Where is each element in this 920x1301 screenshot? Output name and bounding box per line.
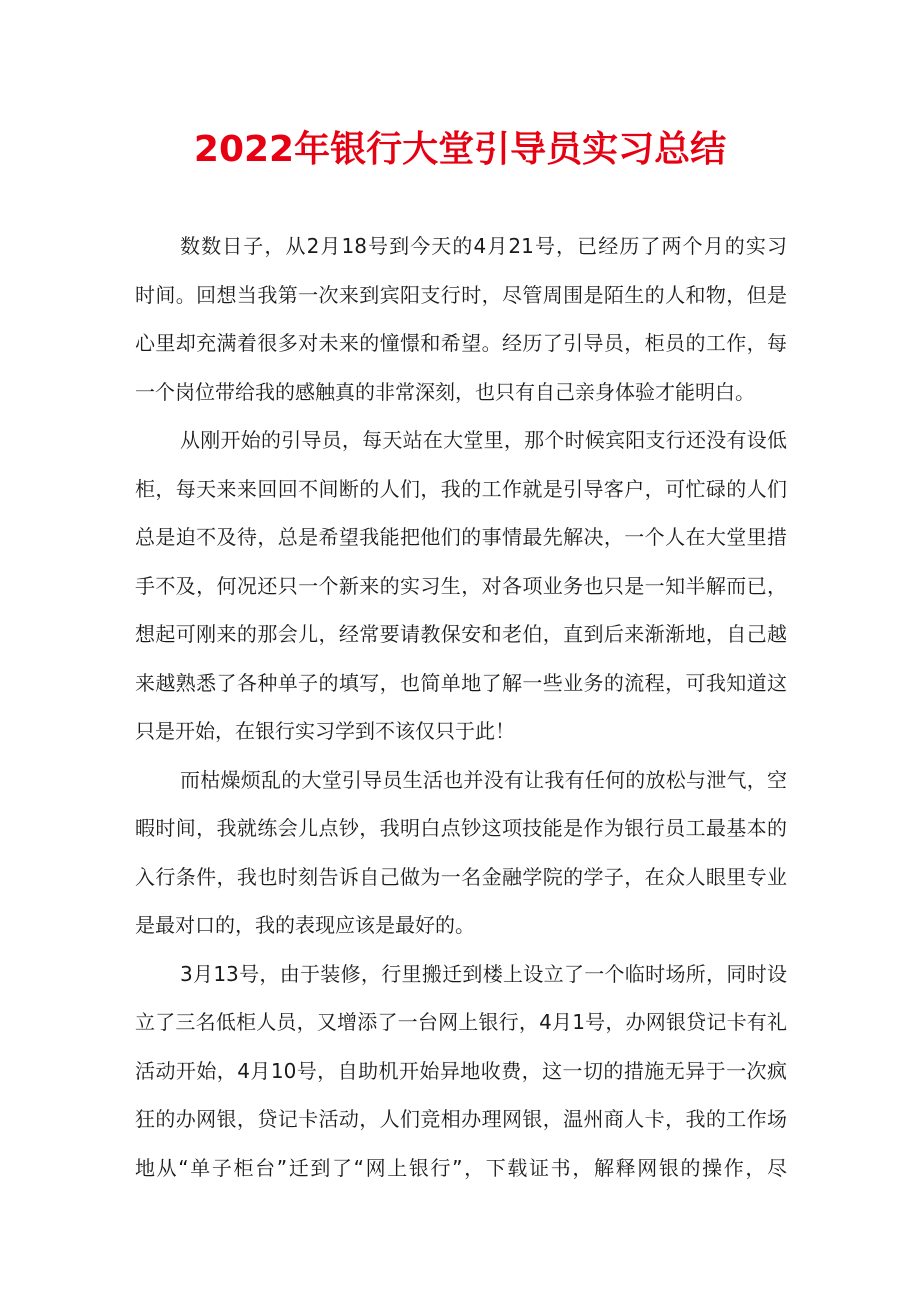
paragraph-line: 3月13号，由于装修，行里搬迁到楼上设立了一个临时场所，同时设 <box>180 961 787 986</box>
paragraph-3 <box>135 756 787 950</box>
paragraph-line: 地从“单子柜台”迁到了“网上银行”，下载证书，解释网银的操作，尽 <box>135 1155 787 1180</box>
document-title: 2022年银行大堂引导员实习总结 <box>193 129 727 170</box>
paragraph-line: 入行条件，我也时刻告诉自己做为一名金融学院的学子，在众人眼里专业 <box>135 864 787 889</box>
paragraph-line: 是最对口的，我的表现应该是最好的。 <box>135 913 475 937</box>
paragraph-line: 数数日子，从2月18号到今天的4月21号，已经历了两个月的实习 <box>180 234 787 258</box>
paragraph-line: 活动开始，4月10号，自助机开始异地收费，这一切的措施无异于一次疯 <box>135 1058 787 1083</box>
paragraph-1 <box>135 222 787 416</box>
paragraph-line: 立了三名低柜人员，又增添了一台网上银行，4月1号，办网银贷记卡有礼 <box>135 1010 787 1034</box>
paragraph-line: 从刚开始的引导员，每天站在大堂里，那个时候宾阳支行还没有设低 <box>180 428 787 452</box>
paragraph-line: 柜，每天来来回回不间断的人们，我的工作就是引导客户，可忙碌的人们 <box>135 476 787 501</box>
paragraph-2 <box>135 416 787 756</box>
paragraph-line: 想起可刚来的那会儿，经常要请教保安和老伯，直到后来渐渐地，自己越 <box>135 622 787 646</box>
paragraph-line: 一个岗位带给我的感触真的非常深刻，也只有自己亲身体验才能明白。 <box>135 379 755 404</box>
paragraph-line: 狂的办网银，贷记卡活动，人们竞相办理网银，温州商人卡，我的工作场 <box>135 1107 787 1131</box>
paragraph-line: 暇时间，我就练会儿点钞，我明白点钞这项技能是作为银行员工最基本的 <box>135 816 787 840</box>
paragraph-line: 心里却充满着很多对未来的憧憬和希望。经历了引导员，柜员的工作，每 <box>135 331 787 355</box>
paragraph-line: 时间。回想当我第一次来到宾阳支行时，尽管周围是陌生的人和物，但是 <box>135 282 787 307</box>
paragraph-4 <box>135 950 787 1193</box>
paragraph-line: 而枯燥烦乱的大堂引导员生活也并没有让我有任何的放松与泄气，空 <box>180 767 787 792</box>
document-body <box>135 222 787 1192</box>
paragraph-line: 只是开始，在银行实习学到不该仅只于此！ <box>135 719 515 743</box>
paragraph-line: 来越熟悉了各种单子的填写，也简单地了解一些业务的流程，可我知道这 <box>135 670 787 695</box>
paragraph-line: 手不及，何况还只一个新来的实习生，对各项业务也只是一知半解而已， <box>135 573 787 598</box>
paragraph-line: 总是迫不及待，总是希望我能把他们的事情最先解决，一个人在大堂里措 <box>135 525 787 549</box>
